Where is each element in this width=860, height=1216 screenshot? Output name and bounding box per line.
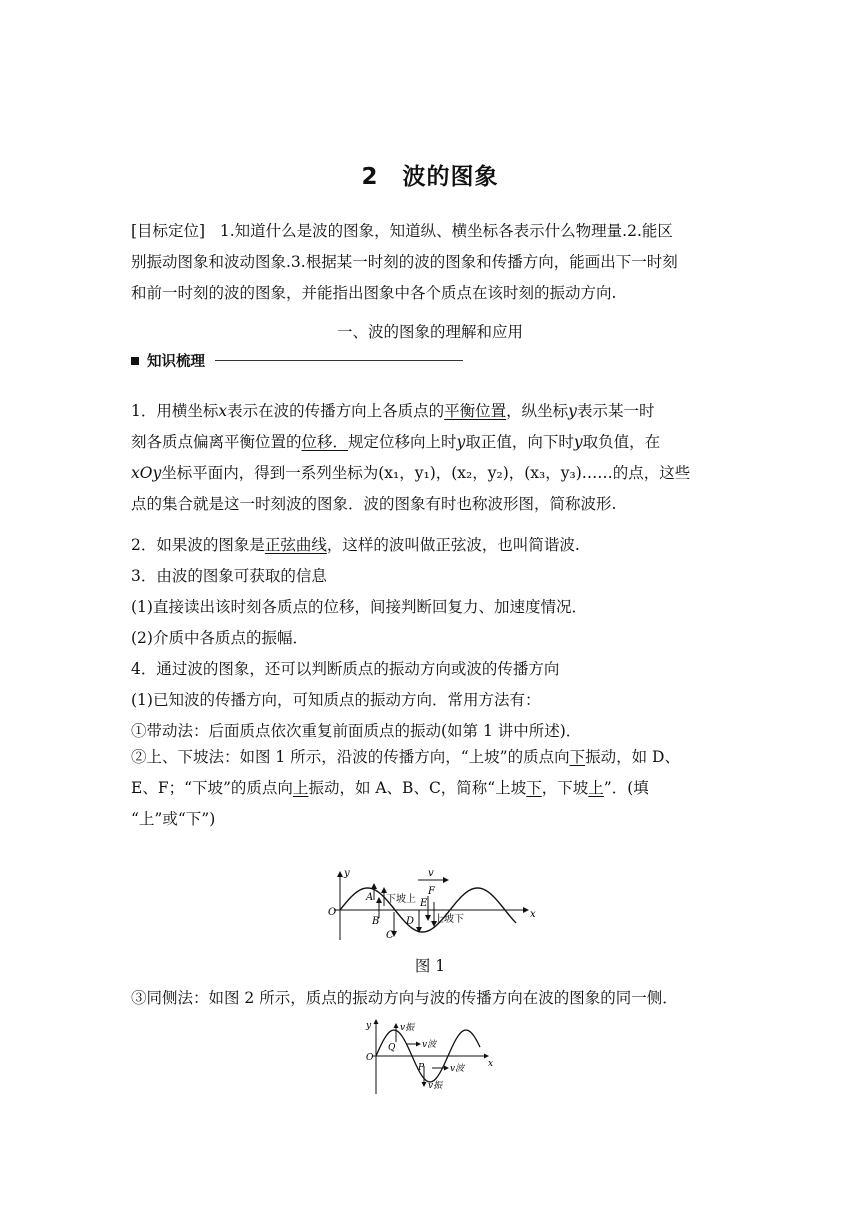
figure-2-wave-diagram xyxy=(362,1016,502,1096)
section-title: 一、波的图象的理解和应用 xyxy=(336,323,523,341)
objective-line3: 和前一时刻的波的图象，并能指出图象中各个质点在该时刻的振动方向. xyxy=(131,284,617,302)
knowledge-heading xyxy=(131,350,463,371)
x-axis-label: x xyxy=(530,909,536,920)
objective-tag: [目标定位] xyxy=(131,222,206,240)
origin-label: O xyxy=(328,907,337,918)
velocity-label: v xyxy=(428,868,434,879)
answer-blank: 平衡位置 xyxy=(444,402,507,420)
objective-paragraph xyxy=(131,216,731,309)
method-1: ①带动法：后面质点依次重复前面质点的振动(如第 1 讲中所述)． xyxy=(131,722,582,740)
x-axis-label: x xyxy=(488,1059,494,1069)
objective-line2: 别振动图象和波动图象.3.根据某一时刻的波的图象和传播方向，能画出下一时刻 xyxy=(131,253,678,271)
v-wave-label-p: v波 xyxy=(450,1064,465,1074)
answer-blank: 正弦曲线 xyxy=(264,536,327,554)
heading-rule xyxy=(215,360,463,361)
point-E-label: E xyxy=(420,898,428,909)
y-axis-label: y xyxy=(344,868,350,879)
point-A-label: A xyxy=(366,892,374,903)
answer-blank: 上 xyxy=(588,779,604,797)
up-slope-down-label: 上坡下 xyxy=(434,914,464,925)
down-slope-up-label: 下坡上 xyxy=(386,894,416,905)
point-B-label: B xyxy=(372,916,380,927)
item-3: 3．由波的图象可获取的信息 xyxy=(131,567,327,585)
v-wave-label-q: v波 xyxy=(422,1040,437,1050)
method-2: ②上、下坡法：如图 1 所示，沿波的传播方向，“上坡”的质点向下振动，如 D、 E、F；“下坡”的质点向上振动，如 A、B、C，简称“上坡下，下坡上”．(填 “上”或“下”) xyxy=(131,748,680,828)
figure-1-caption: 图 1 xyxy=(414,957,446,975)
method-3: ③同侧法：如图 2 所示，质点的振动方向与波的传播方向在波的图象的同一侧． xyxy=(131,989,678,1007)
point-D-label: D xyxy=(406,916,415,927)
item-1: 1．用横坐标x表示在波的传播方向上各质点的平衡位置，纵坐标y表示某一时 刻各质点偏离平衡位置的位移．规定位移向上时y取正值，向下时y取负值，在 xOy坐标平面内，得到一系列坐标为(x₁，y₁)，(x₂，y₂)，(x₃，y₃)……的点，这些 点的集合就是这一时刻波的图象．波的图象有时也称波形图，简称波形. xyxy=(131,402,691,513)
item-3-2: (2)介质中各质点的振幅． xyxy=(131,629,308,647)
item-4-1: (1)已知波的传播方向，可知质点的振动方向．常用方法有： xyxy=(131,691,541,709)
knowledge-heading-label: 知识梳理 xyxy=(147,354,205,370)
point-P-label: P xyxy=(418,1063,425,1073)
item-4: 4．通过波的图象，还可以判断质点的振动方向或波的传播方向 xyxy=(131,660,560,678)
answer-blank: 位移． xyxy=(301,433,349,451)
figure-1-wave-diagram xyxy=(322,866,542,942)
v-vibration-label-q: v振 xyxy=(400,1023,415,1033)
answer-blank: 下 xyxy=(569,748,586,766)
answer-blank: 上 xyxy=(292,779,309,797)
v-vibration-label-p: v振 xyxy=(428,1081,443,1091)
answer-blank: 下 xyxy=(526,779,542,797)
item-3-1: (1)直接读出该时刻各质点的位移，间接判断回复力、加速度情况． xyxy=(131,598,587,616)
point-F-label: F xyxy=(428,886,435,897)
point-C-label: C xyxy=(386,930,394,941)
page-title: 2 波的图象 xyxy=(361,164,499,190)
square-bullet-icon xyxy=(131,357,139,365)
y-axis-label: y xyxy=(366,1021,372,1031)
point-Q-label: Q xyxy=(388,1043,396,1053)
objective-line1: 1.知道什么是波的图象，知道纵、横坐标各表示什么物理量.2.能区 xyxy=(219,222,673,240)
origin-label: O xyxy=(366,1053,374,1063)
item-2: 2．如果波的图象是正弦曲线，这样的波叫做正弦波，也叫简谐波. xyxy=(131,536,580,554)
